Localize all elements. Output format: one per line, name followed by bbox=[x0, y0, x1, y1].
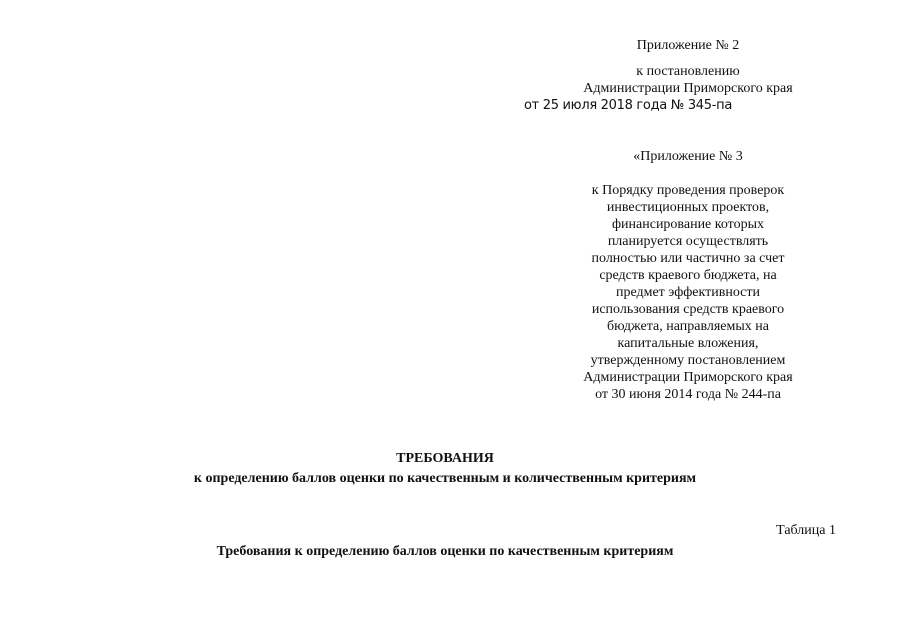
appendix3-line-12: Администрации Приморского края bbox=[583, 370, 793, 385]
document-subheading: к определению баллов оценки по качественным и количественным критериям bbox=[193, 471, 697, 486]
table-label: Таблица 1 bbox=[776, 523, 836, 538]
table-title: Требования к определению баллов оценки по качественным критериям bbox=[216, 544, 674, 559]
document-heading: ТРЕБОВАНИЯ bbox=[396, 451, 494, 466]
appendix2-line-1: к постановлению bbox=[636, 64, 740, 79]
appendix3-line-10: капитальные вложения, bbox=[617, 336, 759, 351]
appendix2-line-2: Администрации Приморского края bbox=[583, 81, 793, 96]
appendix3-line-7: предмет эффективности bbox=[615, 285, 761, 300]
appendix3-title: «Приложение № 3 bbox=[633, 149, 743, 164]
appendix2-title: Приложение № 2 bbox=[636, 38, 740, 53]
appendix2-date-line: от 25 июля 2018 года № 345-па bbox=[524, 98, 732, 113]
appendix3-line-3: финансирование которых bbox=[611, 217, 765, 232]
appendix3-line-8: использования средств краевого bbox=[591, 302, 785, 317]
appendix3-line-2: инвестиционных проектов, bbox=[606, 200, 770, 215]
appendix3-line-5: полностью или частично за счет bbox=[591, 251, 785, 266]
appendix3-line-1: к Порядку проведения проверок bbox=[591, 183, 785, 198]
appendix3-line-13: от 30 июня 2014 года № 244-па bbox=[595, 387, 781, 402]
appendix3-line-11: утвержденному постановлением bbox=[590, 353, 786, 368]
appendix3-line-4: планируется осуществлять bbox=[607, 234, 769, 249]
appendix3-line-9: бюджета, направляемых на bbox=[607, 319, 769, 334]
appendix3-line-6: средств краевого бюджета, на bbox=[599, 268, 777, 283]
